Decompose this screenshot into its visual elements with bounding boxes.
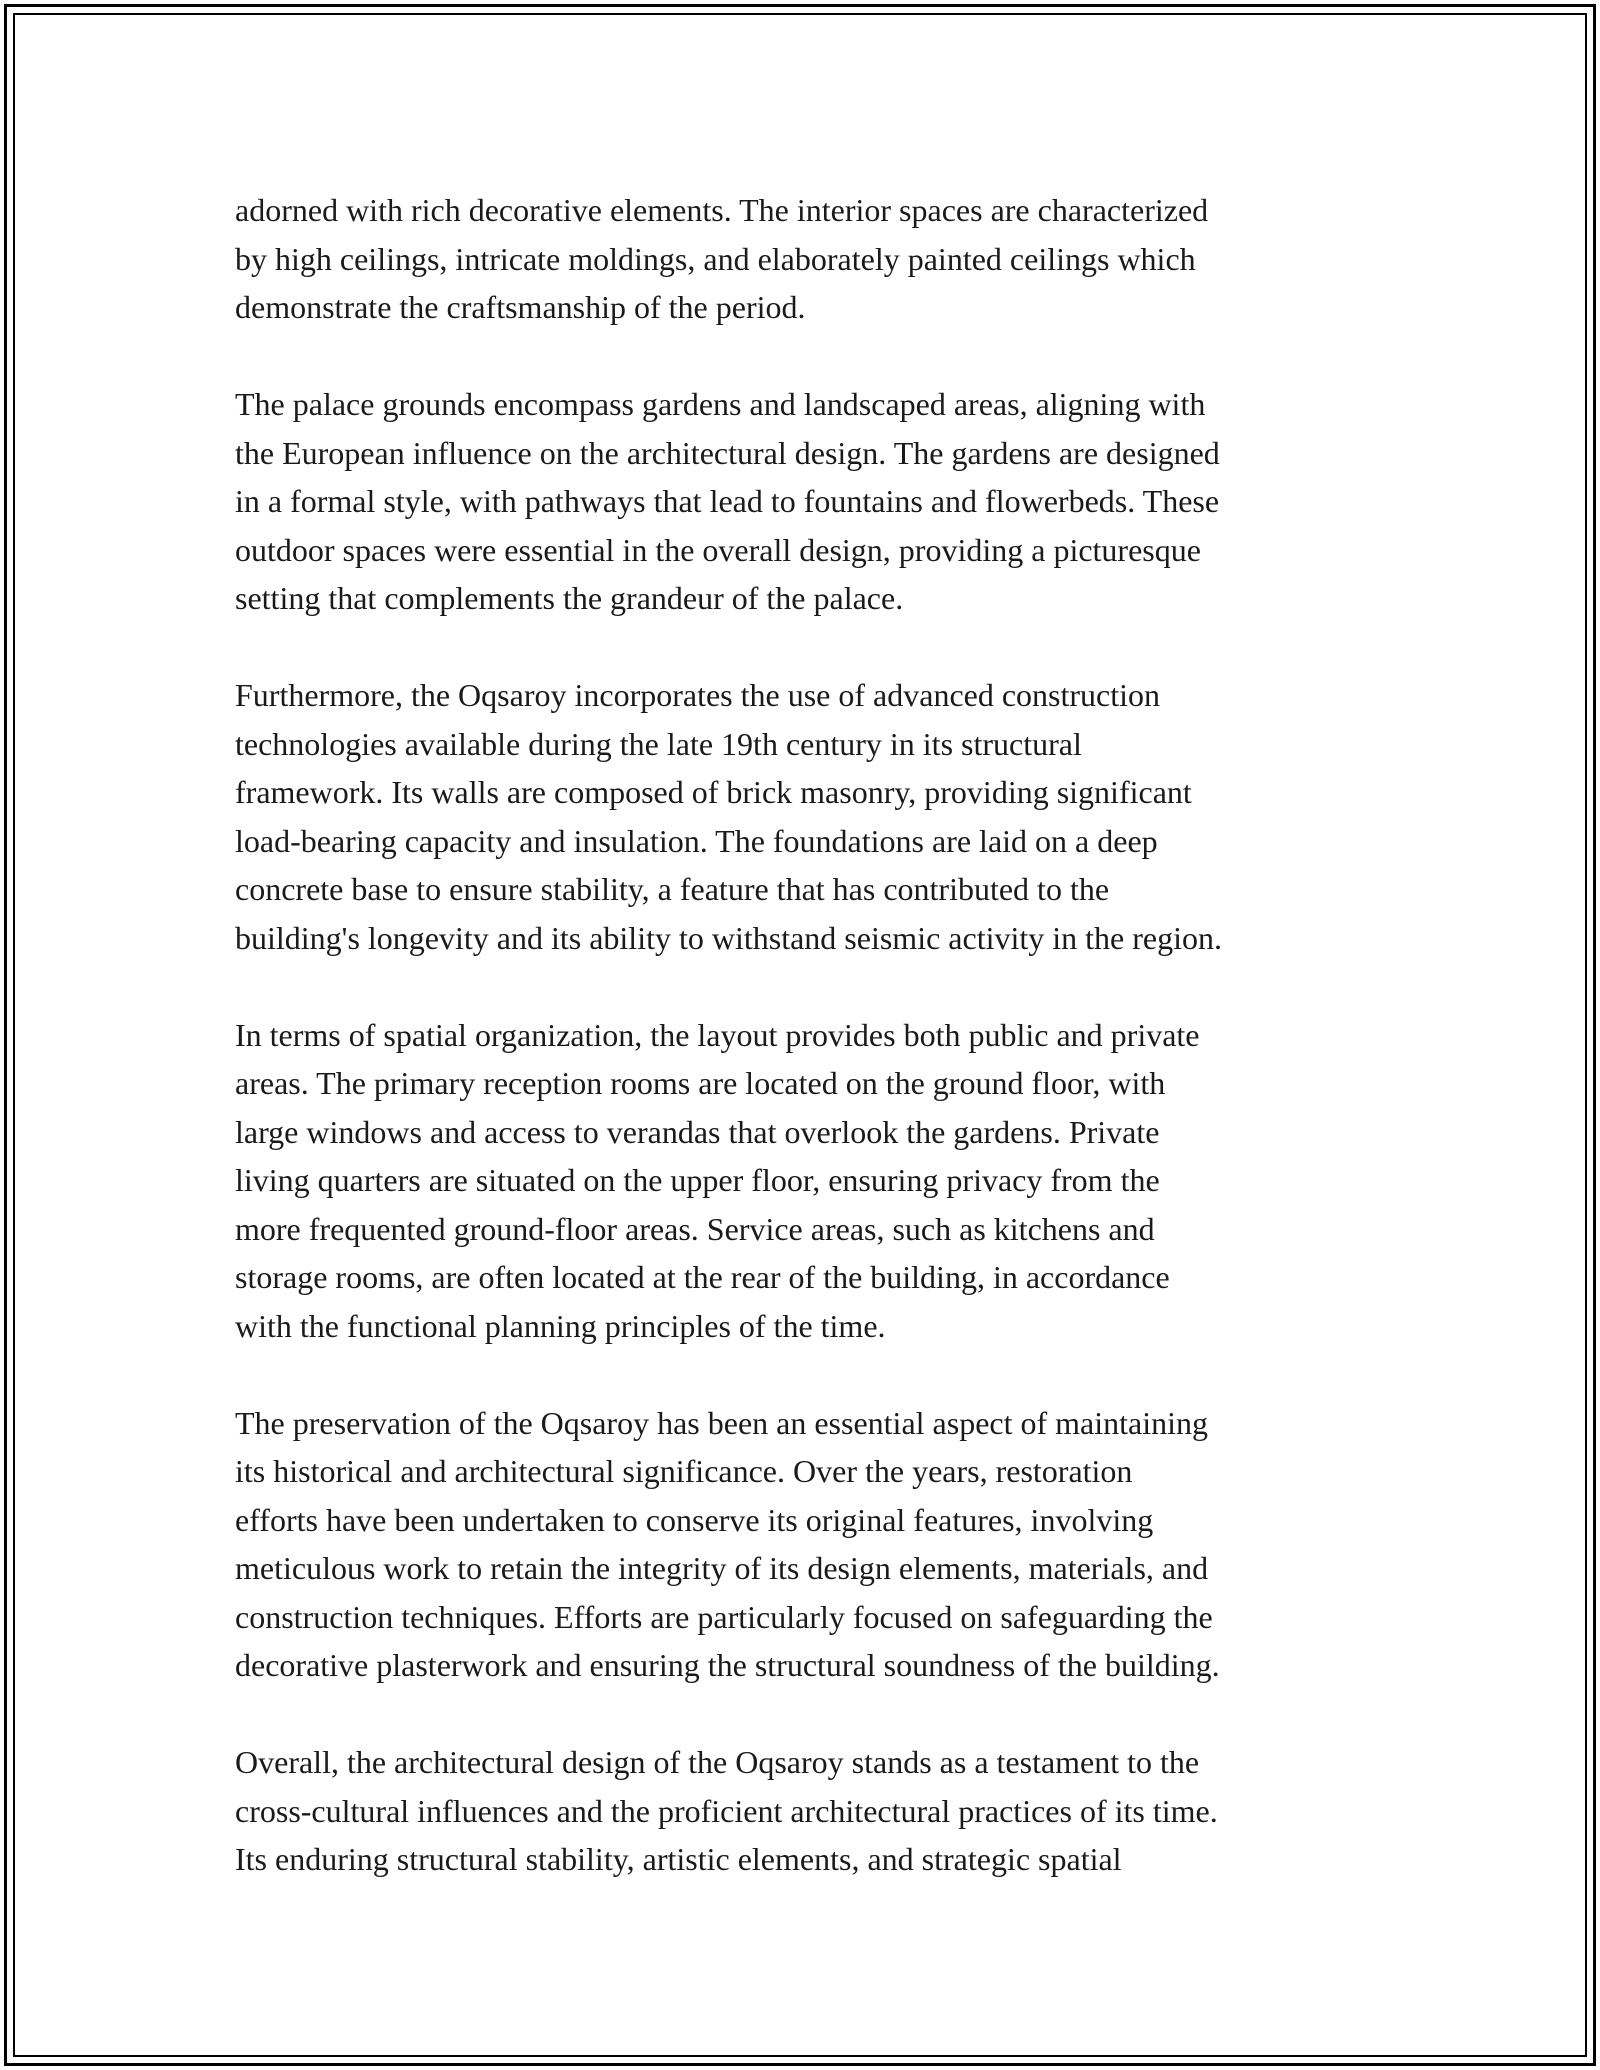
text-line: efforts have been undertaken to conserve its original features, involving bbox=[235, 1501, 1154, 1538]
paragraph-construction-technologies bbox=[235, 671, 1385, 962]
text-line: framework. Its walls are composed of brick masonry, providing significant bbox=[235, 774, 1192, 810]
text-line: setting that complements the grandeur of the palace. bbox=[235, 580, 904, 616]
text-line: the European influence on the architectural design. The gardens are designed bbox=[235, 434, 1220, 471]
text-line: building's longevity and its ability to withstand seismic activity in the region. bbox=[235, 919, 1222, 956]
text-line: meticulous work to retain the integrity of its design elements, materials, and bbox=[235, 1550, 1209, 1586]
paragraph-palace-grounds bbox=[235, 380, 1385, 623]
text-line: load-bearing capacity and insulation. The foundations are laid on a deep bbox=[235, 822, 1158, 859]
text-line: its historical and architectural significance. Over the years, restoration bbox=[235, 1453, 1133, 1489]
text-line: storage rooms, are often located at the rear of the building, in accordance bbox=[235, 1259, 1170, 1295]
text-line: Its enduring structural stability, artistic elements, and strategic spatial bbox=[235, 1841, 1122, 1877]
document-body bbox=[235, 186, 1385, 1932]
text-line: concrete base to ensure stability, a feature that has contributed to the bbox=[235, 871, 1110, 907]
paragraph-preservation bbox=[235, 1399, 1385, 1690]
text-line: The palace grounds encompass gardens and landscaped areas, aligning with bbox=[235, 386, 1206, 422]
text-line: technologies available during the late 19th century in its structural bbox=[235, 725, 1082, 762]
paragraph-spatial-organization bbox=[235, 1011, 1385, 1351]
text-line: The preservation of the Oqsaroy has been an essential aspect of maintaining bbox=[235, 1404, 1208, 1441]
text-line: decorative plasterwork and ensuring the structural soundness of the building. bbox=[235, 1647, 1220, 1683]
text-line: construction techniques. Efforts are particularly focused on safeguarding the bbox=[235, 1598, 1213, 1635]
text-line: living quarters are situated on the upper floor, ensuring privacy from the bbox=[235, 1162, 1160, 1198]
paragraph-overall bbox=[235, 1738, 1385, 1884]
text-line: cross-cultural influences and the proficient architectural practices of its time. bbox=[235, 1792, 1218, 1829]
text-line: with the functional planning principles of the time. bbox=[235, 1307, 886, 1344]
text-line: areas. The primary reception rooms are located on the ground floor, with bbox=[235, 1065, 1166, 1101]
text-line: adorned with rich decorative elements. The interior spaces are characterized bbox=[235, 192, 1209, 228]
text-line: Overall, the architectural design of the Oqsaroy stands as a testament to the bbox=[235, 1744, 1200, 1780]
text-line: outdoor spaces were essential in the overall design, providing a picturesque bbox=[235, 531, 1201, 568]
text-line: Furthermore, the Oqsaroy incorporates the use of advanced construction bbox=[235, 677, 1161, 713]
text-line: more frequented ground-floor areas. Service areas, such as kitchens and bbox=[235, 1210, 1155, 1247]
text-line: by high ceilings, intricate moldings, and elaborately painted ceilings which bbox=[235, 240, 1196, 277]
text-line: demonstrate the craftsmanship of the period. bbox=[235, 289, 806, 325]
paragraph-interior-spaces bbox=[235, 186, 1385, 332]
text-line: in a formal style, with pathways that lead to fountains and flowerbeds. These bbox=[235, 483, 1220, 519]
text-line: large windows and access to verandas that overlook the gardens. Private bbox=[235, 1113, 1160, 1150]
text-line: In terms of spatial organization, the layout provides both public and private bbox=[235, 1016, 1200, 1053]
